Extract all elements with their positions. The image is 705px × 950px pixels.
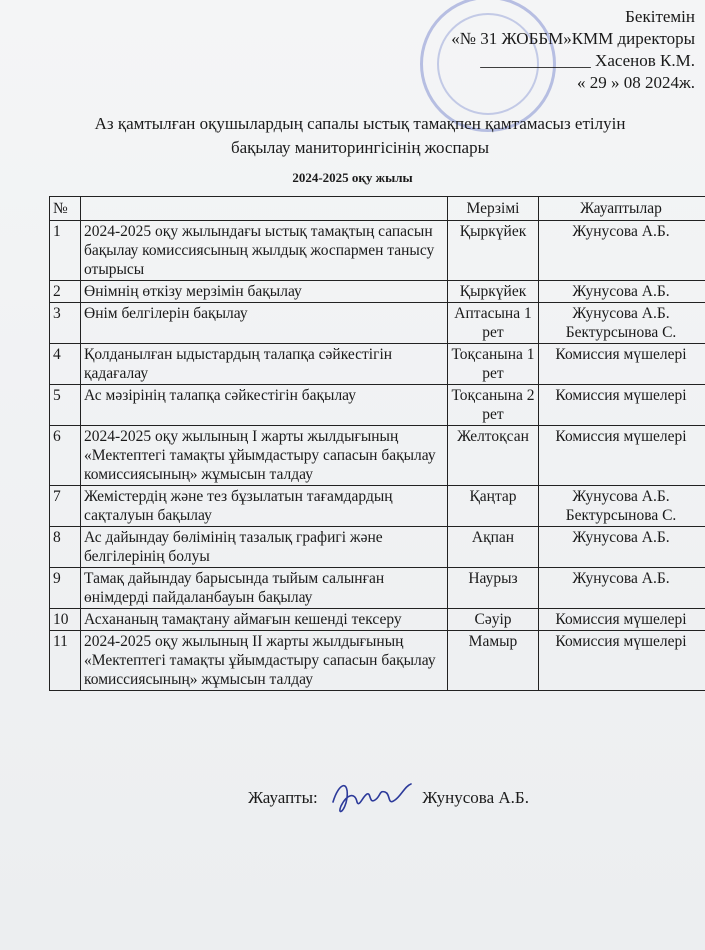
row-date: Тоқсанына 1 рет (448, 344, 539, 385)
school-year: 2024-2025 оқу жылы (292, 170, 413, 185)
approval-line-3: _____________ Хасенов К.М. (480, 51, 695, 70)
row-number: 1 (50, 221, 81, 281)
row-number: 8 (50, 527, 81, 568)
row-task: Жемістердің және тез бұзылатын тағамдардың сақталуын бақылау (81, 486, 448, 527)
row-date: Желтоқсан (448, 426, 539, 486)
footer-label: Жауапты: (248, 788, 318, 807)
plan-table (49, 196, 705, 691)
row-task: Ас мәзірінің талапқа сәйкестігін бақылау (81, 385, 448, 426)
row-date: Ақпан (448, 527, 539, 568)
table-row (50, 486, 705, 527)
row-date: Мамыр (448, 631, 539, 691)
row-responsible: Комиссия мүшелері (539, 609, 705, 631)
row-responsible: Жунусова А.Б. (539, 568, 705, 609)
table-row (50, 344, 705, 385)
approval-line-2: «№ 31 ЖОББМ»КММ директоры (451, 29, 695, 48)
row-number: 11 (50, 631, 81, 691)
row-task: Қолданылған ыдыстардың талапқа сәйкестігін қадағалау (81, 344, 448, 385)
row-responsible: Жунусова А.Б. Бектурсынова С. (539, 486, 705, 527)
approval-block (395, 6, 695, 94)
approval-line-4: « 29 » 08 2024ж. (577, 73, 695, 92)
row-number: 9 (50, 568, 81, 609)
row-responsible: Жунусова А.Б. (539, 527, 705, 568)
row-number: 5 (50, 385, 81, 426)
row-task: Тамақ дайындау барысында тыйым салынған өнімдерді пайдаланбауын бақылау (81, 568, 448, 609)
signature-icon (325, 772, 415, 822)
document-title (90, 112, 630, 160)
row-number: 6 (50, 426, 81, 486)
table-row (50, 385, 705, 426)
header-number: № (50, 197, 81, 221)
row-responsible: Жунусова А.Б. (539, 281, 705, 303)
row-task: 2024-2025 оқу жылының І жарты жылдығының «Мектептегі тамақты ұйымдастыру сапасын бақылау комиссиясының» жұмысын талдау (81, 426, 448, 486)
row-number: 3 (50, 303, 81, 344)
row-task: Өнім белгілерін бақылау (81, 303, 448, 344)
row-date: Наурыз (448, 568, 539, 609)
row-task: Ас дайындау бөлімінің тазалық графигі және белгілерінің болуы (81, 527, 448, 568)
row-responsible: Комиссия мүшелері (539, 631, 705, 691)
row-date: Қыркүйек (448, 221, 539, 281)
row-responsible: Жунусова А.Б. (539, 221, 705, 281)
row-responsible: Комиссия мүшелері (539, 385, 705, 426)
header-date: Мерзімі (448, 197, 539, 221)
row-responsible: Комиссия мүшелері (539, 426, 705, 486)
row-task: Асхананың тамақтану аймағын кешенді тексеру (81, 609, 448, 631)
title-line-2: бақылау маниторингісінің жоспары (230, 138, 490, 157)
header-responsible: Жауаптылар (539, 197, 705, 221)
header-task (81, 197, 448, 221)
footer-name: Жунусова А.Б. (422, 788, 529, 807)
approval-line-1: Бекітемін (625, 7, 695, 26)
row-number: 10 (50, 609, 81, 631)
table-header-row (50, 197, 705, 221)
table-row (50, 631, 705, 691)
table-row (50, 568, 705, 609)
row-task: 2024-2025 оқу жылындағы ыстық тамақтың сапасын бақылау комиссиясының жылдық жоспармен танысу отырысы (81, 221, 448, 281)
row-date: Тоқсанына 2 рет (448, 385, 539, 426)
row-task: Өнімнің өткізу мерзімін бақылау (81, 281, 448, 303)
row-task: 2024-2025 оқу жылының ІІ жарты жылдығының «Мектептегі тамақты ұйымдастыру сапасын бақылау комиссиясының» жұмысын талдау (81, 631, 448, 691)
table-row (50, 609, 705, 631)
row-responsible: Жунусова А.Б. Бектурсынова С. (539, 303, 705, 344)
title-line-1: Аз қамтылған оқушылардың сапалы ыстық тамақпен қамтамасыз етілуін (94, 114, 626, 133)
row-date: Сәуір (448, 609, 539, 631)
row-date: Қыркүйек (448, 281, 539, 303)
row-number: 7 (50, 486, 81, 527)
row-number: 4 (50, 344, 81, 385)
table-row (50, 303, 705, 344)
table-row (50, 426, 705, 486)
table-row (50, 527, 705, 568)
row-responsible: Комиссия мүшелері (539, 344, 705, 385)
row-date: Қаңтар (448, 486, 539, 527)
row-number: 2 (50, 281, 81, 303)
row-date: Аптасына 1 рет (448, 303, 539, 344)
table-row (50, 281, 705, 303)
table-row (50, 221, 705, 281)
